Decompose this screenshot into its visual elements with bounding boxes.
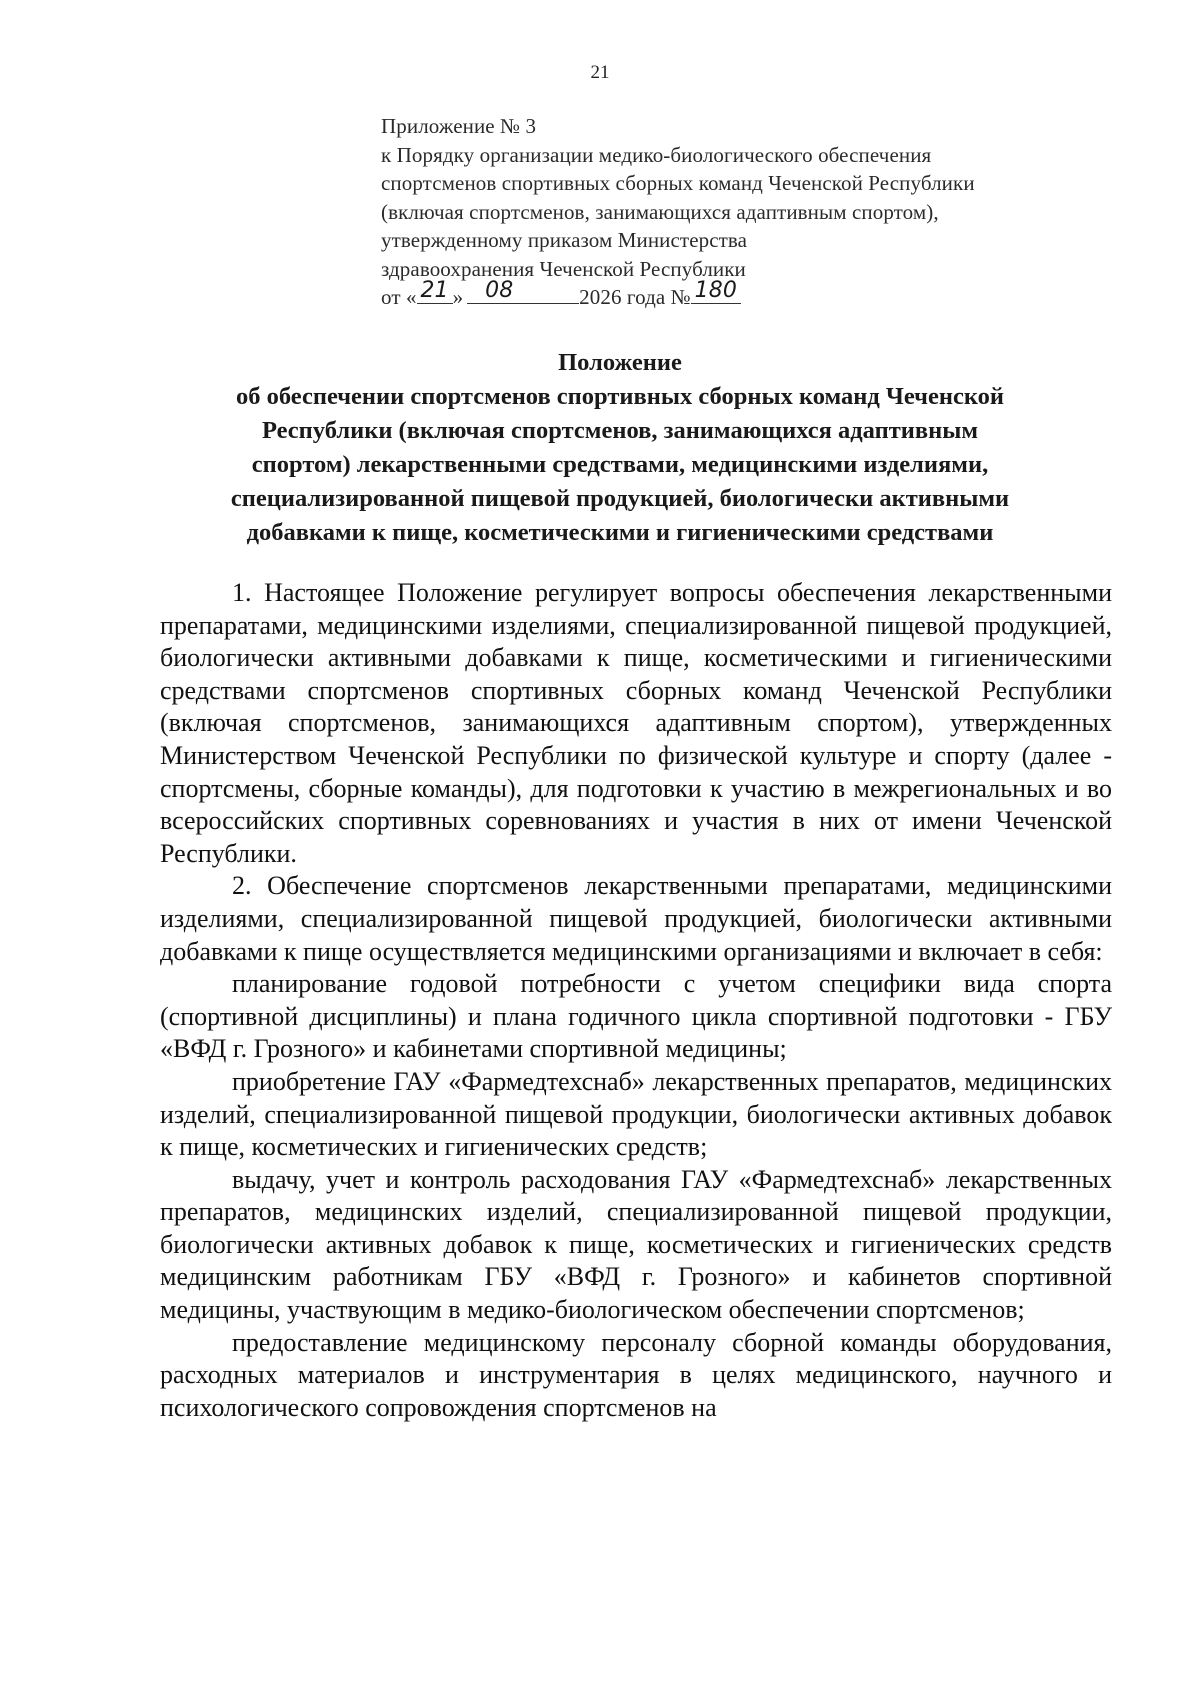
order-date-line [381, 277, 1101, 312]
date-prefix: от « [381, 285, 417, 309]
document-title-line: Республики (включая спортсменов, занимающихся адаптивным [261, 417, 979, 444]
paragraph-1: 1. Настоящее Положение регулирует вопросы обеспечения лекарственными препаратами, медицинскими изделиями, специализированной пищевой продукцией, биологически активными добавками к пище, косметическими и гигиеническими средствами спортсменов спортивных сборных команд Чеченской Республики (включая спортсменов, занимающихся адаптивным спортом), утвержденных Министерством Чеченской Республики по физической культуре и спорту (далее - спортсмены, сборные команды), для подготовки к участию в межрегиональных и во всероссийских спортивных соревнованиях и участия в них от имени Чеченской Республики. [160, 578, 1112, 868]
annex-line: к Порядку организации медико-биологического обеспечения [381, 142, 932, 167]
document-title-block [160, 346, 1080, 550]
annex-header [381, 112, 1101, 312]
document-title-line: специализированной пищевой продукцией, биологически активными [230, 485, 1010, 512]
order-number-field [691, 277, 741, 304]
annex-title: Приложение № 3 [381, 114, 537, 138]
document-title-line: об обеспечении спортсменов спортивных сборных команд Чеченской [235, 383, 1005, 410]
annex-line: здравоохранения Чеченской Республики [381, 256, 746, 281]
document-title-line: добавками к пище, косметическими и гигиеническими средствами [246, 519, 994, 546]
order-number-handwritten: 180 [694, 277, 737, 303]
list-item-issuance: выдачу, учет и контроль расходования ГАУ «Фармедтехснаб» лекарственных препаратов, медицинских изделий, специализированной пищевой продукции, биологически активных добавок к пище, косметических и гигиенических средств медицинским работникам ГБУ «ВФД г. Грозного» и кабинетов спортивной медицины, участвующим в медико-биологическом обеспечении спортсменов; [160, 1164, 1112, 1325]
document-heading: Положение [558, 349, 682, 376]
list-item-provision: предоставление медицинскому персоналу сборной команды оборудования, расходных материалов и инструментария в целях медицинского, научного и психологического сопровождения спортсменов на [160, 1327, 1112, 1422]
paragraph-2: 2. Обеспечение спортсменов лекарственными препаратами, медицинскими изделиями, специализированной пищевой продукцией, биологически активными добавками к пище осуществляется медицинскими организациями и включает в себя: [160, 871, 1112, 966]
list-item-planning: планирование годовой потребности с учетом специфики вида спорта (спортивной дисциплины) и плана годичного цикла спортивной подготовки - ГБУ «ВФД г. Грозного» и кабинетами спортивной медицины; [160, 969, 1112, 1064]
date-mid: » [452, 285, 464, 309]
date-year: 2026 года № [579, 285, 691, 309]
date-day-field [417, 277, 453, 304]
page-number: 21 [590, 62, 610, 83]
annex-line: утвержденному приказом Министерства [381, 228, 748, 252]
document-title-line: спортом) лекарственными средствами, медицинскими изделиями, [251, 451, 989, 478]
date-month-field [467, 277, 579, 304]
annex-line: (включая спортсменов, занимающихся адаптивным спортом), [381, 199, 939, 224]
date-day-handwritten: 21 [420, 277, 449, 303]
document-body [160, 577, 1112, 1424]
list-item-purchase: приобретение ГАУ «Фармедтехснаб» лекарственных препаратов, медицинских изделий, специализированной пищевой продукции, биологически активных добавок к пище, косметических и гигиенических средств; [160, 1066, 1112, 1162]
date-month-handwritten: 08 [485, 277, 514, 303]
annex-line: спортсменов спортивных сборных команд Чеченской Республики [381, 171, 975, 195]
